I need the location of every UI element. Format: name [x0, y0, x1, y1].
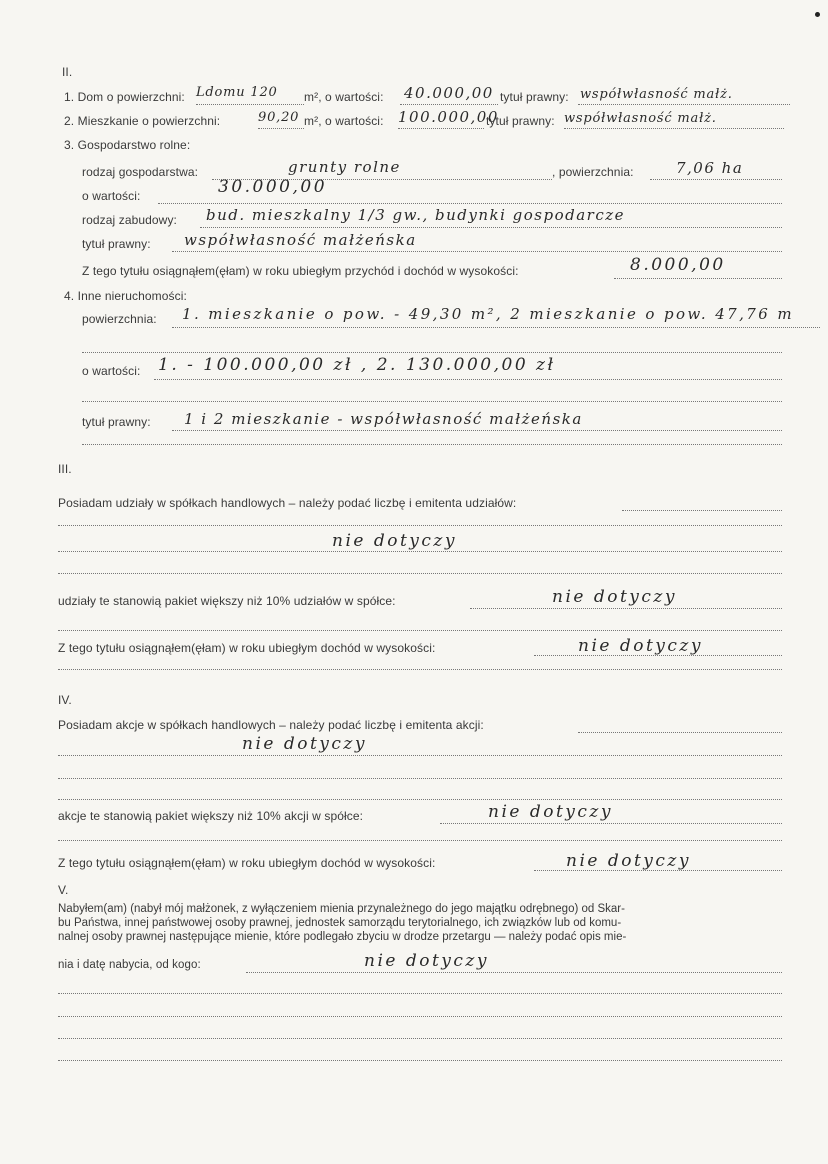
stocks-package-answer: nie dotyczy — [488, 802, 613, 822]
section-iii-heading: III. — [58, 462, 72, 476]
shares-label: Posiadam udziały w spółkach handlowych – należy podać liczbę i emitenta udziałów: — [58, 496, 517, 510]
flat-area-label: 2. Mieszkanie o powierzchni: — [64, 114, 221, 128]
flat-title-label: tytuł prawny: — [486, 114, 555, 128]
other-area-label: powierzchnia: — [82, 312, 157, 326]
farm-build-label: rodzaj zabudowy: — [82, 213, 177, 227]
house-title-label: tytuł prawny: — [500, 90, 569, 104]
acquisition-answer: nie dotyczy — [364, 951, 489, 971]
flat-title-value: współwłasność małż. — [564, 111, 717, 126]
farm-income-label: Z tego tytułu osiągnąłem(ęłam) w roku ubiegłym przychód i dochód w wysokości: — [82, 264, 519, 278]
farm-heading: 3. Gospodarstwo rolne: — [64, 138, 191, 152]
shares-income-answer: nie dotyczy — [578, 636, 703, 656]
acquisition-line-2: bu Państwa, innej państwowej osoby prawnej, jednostek samorządu terytorialnego, ich związków lub od komu- — [58, 917, 622, 929]
acquisition-text — [58, 902, 818, 944]
house-value: 40.000,00 — [404, 84, 494, 102]
house-area-value: Ldomu 120 — [196, 85, 278, 100]
acquisition-line-3: nalnej osoby prawnej następujące mienie, które podlegało zbyciu w drodze przetargu — należy podać opis mie- — [58, 931, 627, 943]
section-iv-heading: IV. — [58, 693, 72, 707]
farm-type-value: grunty rolne — [288, 158, 401, 176]
other-title-label: tytuł prawny: — [82, 415, 151, 429]
shares-package-label: udziały te stanowią pakiet większy niż 10% udziałów w spółce: — [58, 594, 396, 608]
other-value-label: o wartości: — [82, 364, 141, 378]
stocks-answer: nie dotyczy — [242, 734, 367, 754]
acquisition-line-1: Nabyłem(am) (nabył mój małżonek, z wyłączeniem mienia przynależnego do jego majątku odrębnego) od Skar- — [58, 903, 625, 915]
acquisition-line-4: nia i datę nabycia, od kogo: — [58, 959, 201, 971]
farm-value: 30.000,00 — [218, 177, 328, 197]
other-property-heading: 4. Inne nieruchomości: — [64, 289, 187, 303]
stocks-package-label: akcje te stanowią pakiet większy niż 10% akcji w spółce: — [58, 809, 364, 823]
farm-area-label: , powierzchnia: — [552, 165, 634, 179]
farm-income-value: 8.000,00 — [630, 255, 726, 275]
shares-package-answer: nie dotyczy — [552, 587, 677, 607]
shares-answer: nie dotyczy — [332, 531, 457, 551]
farm-build-value: bud. mieszkalny 1/3 gw., budynki gospodarcze — [206, 206, 626, 224]
stocks-income-answer: nie dotyczy — [566, 851, 691, 871]
house-title-value: współwłasność małż. — [580, 87, 733, 102]
flat-value: 100.000,00 — [398, 108, 499, 126]
shares-income-label: Z tego tytułu osiągnąłem(ęłam) w roku ubiegłym dochód w wysokości: — [58, 641, 436, 655]
flat-area-value: 90,20 — [258, 110, 300, 125]
flat-unit-label: m², o wartości: — [304, 114, 384, 128]
farm-type-label: rodzaj gospodarstwa: — [82, 165, 199, 179]
farm-title-label: tytuł prawny: — [82, 237, 151, 251]
farm-title-value: współwłasność małżeńska — [184, 231, 417, 249]
stocks-label: Posiadam akcje w spółkach handlowych – należy podać liczbę i emitenta akcji: — [58, 718, 484, 732]
other-title-value: 1 i 2 mieszkanie - współwłasność małżeńska — [184, 410, 583, 428]
other-value: 1. - 100.000,00 zł , 2. 130.000,00 zł — [158, 355, 556, 375]
other-area-value: 1. mieszkanie o pow. - 49,30 m², 2 mieszkanie o pow. 47,76 m — [182, 305, 794, 323]
section-v-heading: V. — [58, 883, 69, 897]
stocks-income-label: Z tego tytułu osiągnąłem(ęłam) w roku ubiegłym dochód w wysokości: — [58, 856, 436, 870]
farm-value-label: o wartości: — [82, 189, 141, 203]
farm-area-value: 7,06 ha — [676, 159, 744, 177]
section-ii-heading: II. — [62, 65, 73, 79]
scan-mark — [815, 12, 820, 17]
house-unit-label: m², o wartości: — [304, 90, 384, 104]
house-area-label: 1. Dom o powierzchni: — [64, 90, 185, 104]
